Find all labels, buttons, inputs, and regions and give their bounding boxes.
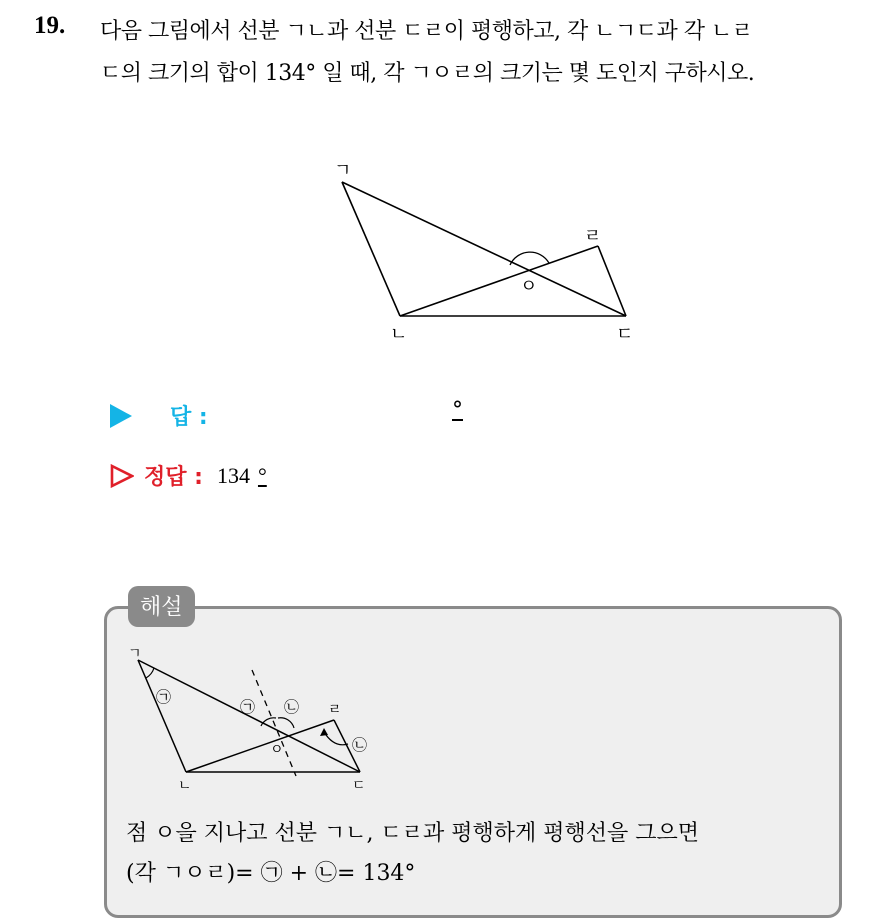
question-text-line-1: 다음 그림에서 선분 ㄱㄴ과 선분 ㄷㄹ이 평행하고, 각 ㄴㄱㄷ과 각 ㄴㄹ: [100, 19, 753, 44]
angle-arc: [510, 252, 549, 265]
sol-arrowhead-icon: [320, 728, 328, 736]
correct-answer-row: [110, 460, 267, 491]
correct-answer-label: 정답 :: [144, 465, 203, 490]
sol-label-d: ㄷ: [352, 778, 366, 794]
answer-degree-blank[interactable]: °: [452, 398, 463, 423]
solution-figure: [124, 640, 394, 800]
sol-circled-1: ㉠: [240, 698, 256, 716]
play-triangle-icon: [110, 404, 132, 428]
sol-label-g: ㄱ: [128, 646, 142, 662]
sol-segment-n-r: [186, 720, 334, 772]
answer-label: 답 :: [170, 405, 208, 430]
answer-row: [110, 400, 208, 431]
correct-answer-value: 134: [216, 462, 250, 488]
sol-angle-arc-g: [146, 668, 154, 678]
label-g: ㄱ: [334, 160, 352, 181]
label-n: ㄴ: [390, 324, 408, 345]
segment-g-n: [342, 182, 400, 316]
solution-text-line-1: 점 ㅇ을 지나고 선분 ㄱㄴ, ㄷㄹ과 평행하게 평행선을 그으면: [126, 821, 699, 846]
label-r: ㄹ: [584, 226, 602, 247]
sol-segment-g-n: [138, 660, 186, 772]
sol-circled-2-r: ㉡: [352, 736, 368, 754]
solution-tag: 해설: [128, 586, 195, 627]
label-d: ㄷ: [616, 324, 634, 345]
sol-label-o: ㅇ: [270, 742, 284, 758]
sol-segment-g-d: [138, 660, 360, 772]
question-figure: [320, 150, 640, 350]
correct-answer-degree: °: [257, 462, 267, 488]
outline-triangle-icon: [110, 464, 134, 488]
segment-g-d: [342, 182, 626, 316]
sol-angle-arrow: [324, 732, 348, 745]
sol-angle-arc-2: [278, 718, 294, 728]
question-number: 19.: [34, 12, 66, 39]
sol-circled-1-g: ㉠: [156, 688, 172, 706]
sol-circled-2: ㉡: [284, 698, 300, 716]
question-text-line-2: ㄷ의 크기의 합이 134° 일 때, 각 ㄱㅇㄹ의 크기는 몇 도인지 구하시오.: [100, 61, 755, 86]
label-o: ㅇ: [520, 276, 538, 297]
sol-parallel-line: [252, 670, 296, 776]
sol-label-n: ㄴ: [178, 778, 192, 794]
sol-label-r: ㄹ: [328, 702, 342, 718]
solution-text-line-2: (각 ㄱㅇㄹ)= ㉠ + ㉡= 134°: [126, 861, 416, 886]
